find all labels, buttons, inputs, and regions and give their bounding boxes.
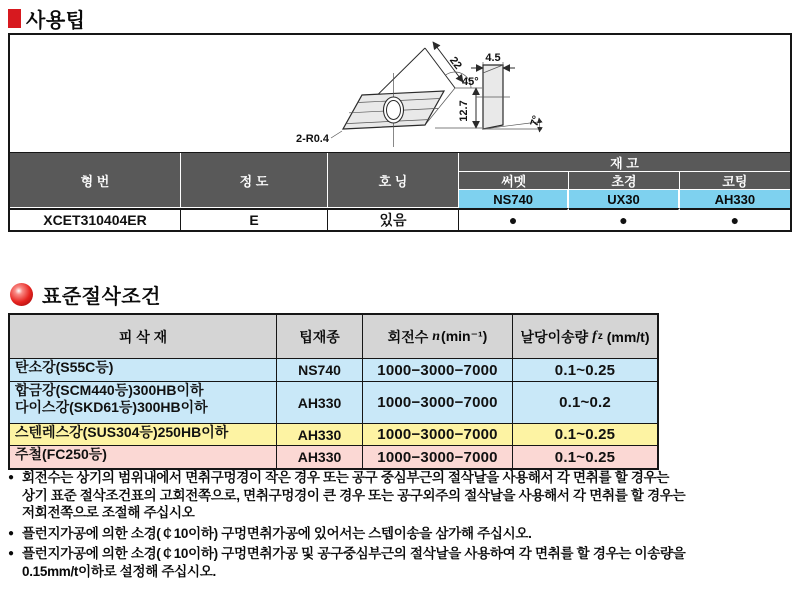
- bullet-icon: ●: [8, 527, 15, 539]
- cutting-conditions-table: [8, 313, 659, 470]
- stock-type-carbide: 초경: [569, 172, 679, 190]
- grade-cell: NS740: [277, 359, 363, 382]
- honing-value: 있음: [328, 208, 459, 230]
- col-header-stock: 재 고: [459, 153, 790, 172]
- col-header-grade: 팁재종: [277, 315, 363, 359]
- note-line: 플런지가공에 의한 소경(￠10이하) 구멍면취가공에 있어서는 스텝이송을 삼가해 주십시오.: [22, 525, 532, 541]
- dim-thickness: 4.5: [485, 52, 501, 64]
- stock-dot-coated: ●: [680, 208, 790, 230]
- speed-cell: 1000−3000−7000: [363, 446, 513, 468]
- feed-cell: 0.1~0.25: [513, 359, 657, 382]
- note-line: 플런지가공에 의한 소경(￠10이하) 구멍면취가공 및 공구중심부근의 절삭날을 사용하여 각 면취를 할 경우는 이송량을: [22, 546, 686, 561]
- note-item: [8, 545, 794, 580]
- col-header-speed: 회전수 n (min⁻¹): [363, 315, 513, 359]
- col-header-precision: 정 도: [181, 153, 328, 208]
- grade-ns740: NS740: [459, 190, 569, 208]
- note-item: [8, 525, 794, 543]
- precision-value: E: [181, 208, 328, 230]
- stock-type-coated: 코팅: [680, 172, 790, 190]
- model-number: XCET310404ER: [10, 208, 181, 230]
- bullet-icon: ●: [8, 548, 15, 559]
- material-cell: 합금강(SCM440등)300HB이하 다이스강(SKD61등)300HB이하: [10, 382, 277, 424]
- section-title-cutting-conditions: 표준절삭조건: [42, 286, 161, 308]
- note-line: 0.15mm/t이하로 설정해 주십시오.: [22, 563, 216, 579]
- speed-cell: 1000−3000−7000: [363, 382, 513, 424]
- dim-corner-radius: 2-R0.4: [295, 133, 329, 145]
- red-sphere-icon: [10, 283, 33, 306]
- bullet-icon: ●: [8, 472, 15, 483]
- insert-drawing-svg: [10, 35, 790, 151]
- usage-tip-box: [8, 33, 792, 232]
- insert-technical-drawing: [10, 35, 790, 152]
- dim-clearance-angle: 7°: [528, 114, 544, 128]
- cutting-conditions-section-header: [10, 280, 161, 309]
- stock-dot-carbide: ●: [569, 208, 679, 230]
- note-line: 회전수는 상기의 범위내에서 면취구멍경이 작은 경우 또는 공구 중심부근의 절삭날을 사용해서 각 면취를 할 경우는: [22, 470, 670, 485]
- section-title-usage-tip: 사용팁: [26, 10, 86, 32]
- speed-cell: 1000−3000−7000: [363, 359, 513, 382]
- speed-cell: 1000−3000−7000: [363, 424, 513, 446]
- col-header-feed: 날당이송량 f z (mm/t): [513, 315, 657, 359]
- feed-cell: 0.1~0.2: [513, 382, 657, 424]
- material-cell: 탄소강(S55C등): [10, 359, 277, 382]
- feed-cell: 0.1~0.25: [513, 446, 657, 468]
- grade-ux30: UX30: [569, 190, 679, 208]
- grade-cell: AH330: [277, 446, 363, 468]
- note-line: 저회전쪽으로 조절해 주십시오: [22, 505, 195, 520]
- dim-edge-length: 22: [446, 54, 464, 72]
- feed-cell: 0.1~0.25: [513, 424, 657, 446]
- usage-tip-section-header: [8, 4, 85, 33]
- notes-list: [8, 469, 794, 583]
- dim-point-angle: 45°: [462, 76, 479, 88]
- red-square-icon: [8, 9, 21, 28]
- col-header-material: 피 삭 재: [10, 315, 277, 359]
- col-header-honing: 호 닝: [328, 153, 459, 208]
- grade-ah330: AH330: [680, 190, 790, 208]
- grade-cell: AH330: [277, 382, 363, 424]
- material-cell: 주철(FC250등): [10, 446, 277, 468]
- dim-height: 12.7: [458, 100, 470, 122]
- grade-cell: AH330: [277, 424, 363, 446]
- material-cell: 스텐레스강(SUS304등)250HB이하: [10, 424, 277, 446]
- stock-type-cermet: 써멧: [459, 172, 569, 190]
- note-item: [8, 469, 794, 522]
- stock-dot-cermet: ●: [459, 208, 569, 230]
- note-line: 상기 표준 절삭조건표의 고회전쪽으로, 면취구멍경이 큰 경우 또는 공구외주의 절삭날을 사용해서 각 면취를 할 경우는: [22, 487, 686, 503]
- col-header-model: 형 번: [10, 153, 181, 208]
- insert-spec-table: [10, 152, 790, 230]
